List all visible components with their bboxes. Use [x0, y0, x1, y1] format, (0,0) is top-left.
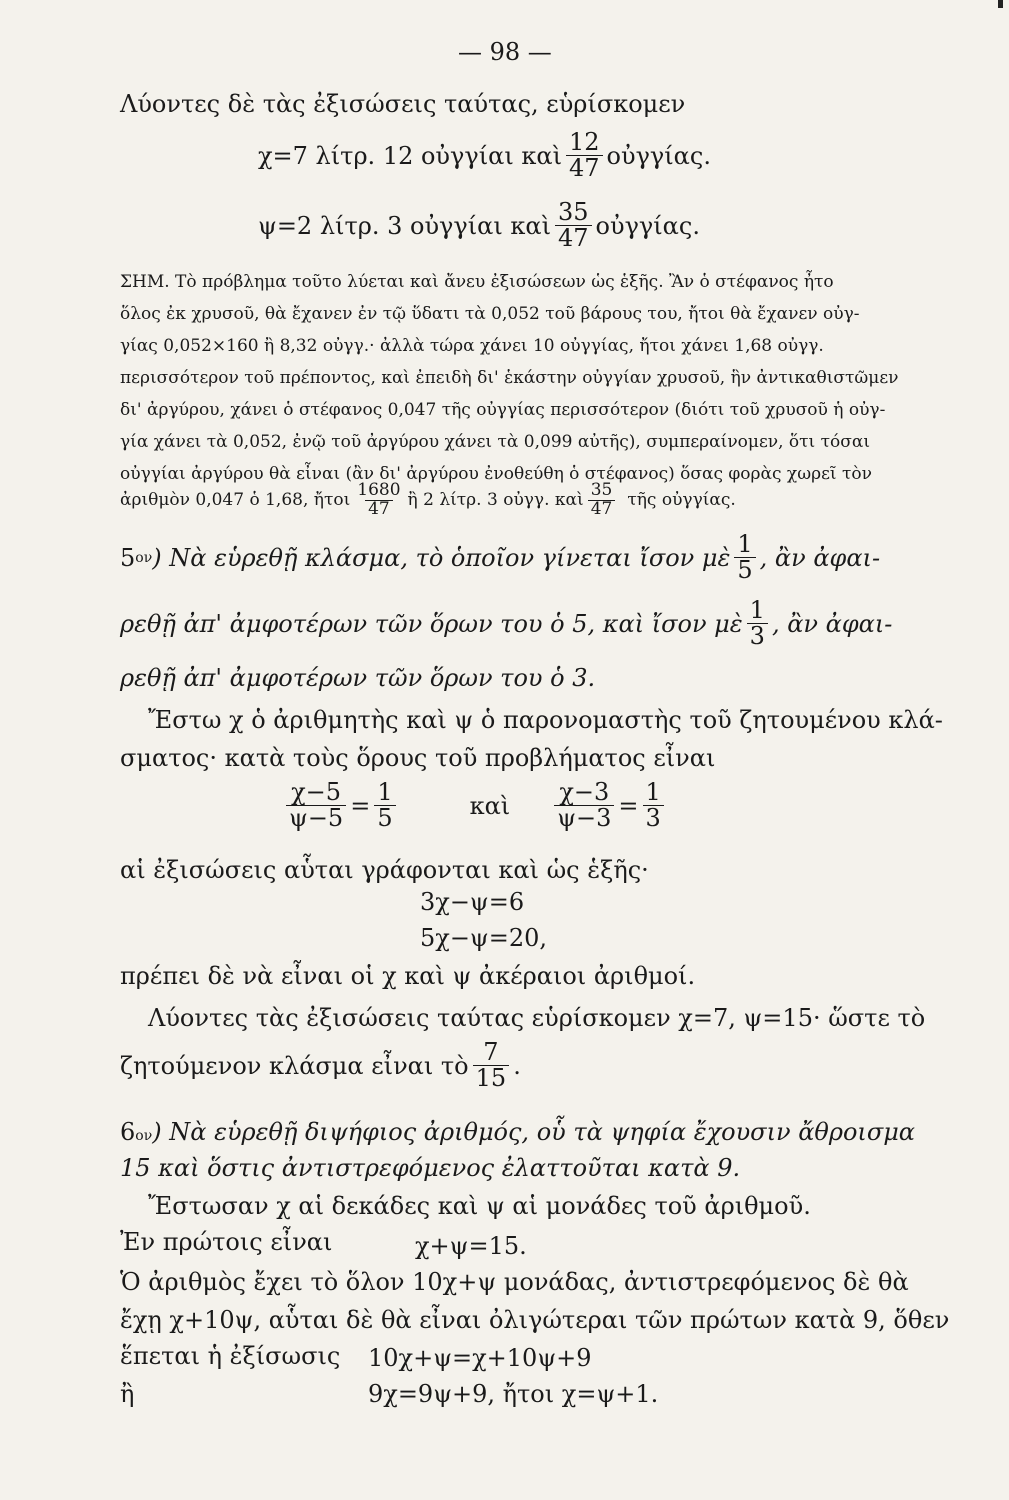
equation-2-rhs [643, 780, 664, 831]
equals-sign: = [618, 791, 639, 820]
problem-6-equation: 10χ+ψ=χ+10ψ+9 [368, 1344, 592, 1372]
problem-5-result-fraction [473, 1040, 510, 1091]
note-line-8-end: τῆς οὐγγίας. [627, 490, 736, 511]
note-line-2: ὅλος ἐκ χρυσοῦ, θὰ ἔχανεν ἐν τῷ ὕδατι τὰ 0,052 τοῦ βάρους του, ἤτοι θὰ ἔχανεν οὐγ- [120, 304, 860, 324]
problem-5-equations [282, 780, 668, 831]
problem-5-line-3: ρεθῇ ἀπ' ἀμφοτέρων τῶν ὅρων του ὁ 3. [120, 664, 596, 692]
problem-6-line-4a: Ἐν πρώτοις εἶναι [120, 1228, 333, 1256]
equation-3: 3χ−ψ=6 [420, 888, 525, 916]
and-word: καὶ [469, 791, 511, 820]
intro-line: Λύοντες δὲ τὰς ἐξισώσεις ταύτας, εὑρίσκομεν [120, 90, 686, 118]
fraction-numerator: 35 [590, 480, 613, 500]
problem-5-line-8: Λύοντες τὰς ἐξισώσεις ταύτας εὑρίσκομεν χ=7, ψ=15· ὥστε τὸ [148, 1004, 926, 1032]
equals-sign: = [350, 791, 371, 820]
fraction-denominator: 47 [566, 155, 603, 181]
fraction-denominator: 15 [473, 1065, 510, 1091]
fraction-numerator: 1 [749, 596, 765, 624]
fraction-numerator: 1 [377, 778, 393, 806]
note-line-5: δι' ἀργύρου, χάνει ὁ στέφανος 0,047 τῆς οὐγγίας περισσότερον (διότι τοῦ χρυσοῦ ἡ οὐγ- [120, 400, 886, 420]
equation-2-lhs [554, 780, 614, 831]
problem-5-text-d: , ἂν ἀφαι- [771, 609, 893, 638]
equation-1-lhs [286, 780, 346, 831]
fraction-numerator: χ−5 [291, 778, 342, 806]
fraction-numerator: χ−3 [559, 778, 610, 806]
problem-5-line-9 [120, 1040, 521, 1091]
note-line-4: περισσότερον τοῦ πρέποντος, καὶ ἐπειδὴ δι' ἑκάστην οὐγγίαν χρυσοῦ, ἣν ἀντικαθιστῶμεν [120, 368, 899, 388]
fraction-numerator: 35 [558, 198, 589, 226]
equation-1-rhs [374, 780, 395, 831]
problem-6-number: 6 [120, 1118, 136, 1146]
problem-6-or: ἢ [120, 1380, 135, 1408]
problem-5-fraction-1-5 [734, 532, 755, 583]
note-line-8 [120, 482, 736, 519]
fraction-denominator: ψ−5 [286, 805, 346, 831]
note-fraction-35-47 [588, 482, 616, 519]
solution-y [258, 200, 700, 251]
problem-6-ordinal: ον [135, 1128, 153, 1144]
note-line-8-start: ἀριθμὸν 0,047 ὁ 1,68, ἤτοι [120, 490, 351, 511]
problem-5-text-c: ρεθῇ ἀπ' ἀμφοτέρων τῶν ὅρων του ὁ 5, καὶ ἴσον μὲ [120, 609, 743, 638]
fraction-numerator: 1 [737, 530, 753, 558]
fraction-numerator: 7 [483, 1038, 499, 1066]
fraction-denominator: 5 [734, 557, 755, 583]
problem-6-line-6: ἔχῃ χ+10ψ, αὗται δὲ θὰ εἶναι ὀλιγώτεραι τῶν πρώτων κατὰ 9, ὅθεν [120, 1306, 950, 1334]
solution-y-text: ψ=2 λίτρ. 3 οὐγγίαι καὶ [258, 211, 551, 240]
problem-5-result-text: ζητούμενον κλάσμα εἶναι τὸ [120, 1051, 469, 1080]
solution-x-unit: οὐγγίας. [606, 141, 711, 170]
note-line-6: γία χάνει τὰ 0,052, ἐνῷ τοῦ ἀργύρου χάνει τὰ 0,099 αὐτῆς), συμπεραίνομεν, ὅτι τόσαι [120, 432, 870, 452]
page-number: — 98 — [458, 38, 552, 66]
problem-6-equation-sum: χ+ψ=15. [415, 1232, 527, 1260]
problem-5-text-b: , ἂν ἀφαι- [759, 543, 881, 572]
problem-5-line-1 [120, 532, 880, 583]
problem-6-line-2: 15 καὶ ὅστις ἀντιστρεφόμενος ἐλαττοῦται κατὰ 9. [120, 1154, 741, 1182]
note-line-7: οὐγγίαι ἀργύρου θὰ εἶναι (ἂν δι' ἀργύρου ἐνοθεύθη ὁ στέφανος) ὅσας φορὰς χωρεῖ τὸν [120, 464, 872, 484]
problem-6-text-a: ) Νὰ εὑρεθῇ διψήφιος ἀριθμός, οὗ τὰ ψηφία ἔχουσιν ἄθροισμα [152, 1118, 916, 1146]
edge-mark [998, 0, 1003, 8]
problem-5-line-2 [120, 598, 892, 649]
problem-5-line-6: αἱ ἐξισώσεις αὗται γράφονται καὶ ὡς ἑξῆς· [120, 856, 649, 884]
note-fraction-1680-47 [354, 482, 403, 519]
solution-x-text: χ=7 λίτρ. 12 οὐγγίαι καὶ [258, 141, 562, 170]
fraction-denominator: ψ−3 [554, 805, 614, 831]
fraction-denominator: 3 [643, 805, 664, 831]
fraction-denominator: 47 [365, 500, 393, 519]
fraction-denominator: 3 [747, 623, 768, 649]
note-line-3: γίας 0,052×160 ἢ 8,32 οὐγγ.· ἀλλὰ τώρα χάνει 10 οὐγγίας, ἤτοι χάνει 1,68 οὐγγ. [120, 336, 824, 356]
problem-6-result: 9χ=9ψ+9, ἤτοι χ=ψ+1. [368, 1380, 659, 1408]
fraction-denominator: 47 [588, 500, 616, 519]
equation-4: 5χ−ψ=20, [420, 924, 548, 952]
fraction-numerator: 1 [645, 778, 661, 806]
problem-5-ordinal: ον [135, 549, 153, 566]
note-line-1: ΣΗΜ. Τὸ πρόβλημα τοῦτο λύεται καὶ ἄνευ ἐξισώσεων ὡς ἑξῆς. Ἂν ὁ στέφανος ἦτο [120, 272, 834, 292]
note-line-8-middle: ἢ 2 λίτρ. 3 οὐγγ. καὶ [407, 490, 584, 511]
problem-5-line-5: σματος· κατὰ τοὺς ὅρους τοῦ προβλήματος εἶναι [120, 744, 716, 772]
problem-5-fraction-1-3 [747, 598, 768, 649]
fraction-numerator: 1680 [357, 480, 401, 500]
solution-y-fraction [555, 200, 592, 251]
solution-y-unit: οὐγγίας. [595, 211, 700, 240]
problem-5-line-7: πρέπει δὲ νὰ εἶναι οἱ χ καὶ ψ ἀκέραιοι ἀριθμοί. [120, 962, 696, 990]
solution-x-fraction [566, 130, 603, 181]
problem-6-line-1 [120, 1118, 915, 1146]
solution-x [258, 130, 711, 181]
problem-6-line-5: Ὁ ἀριθμὸς ἔχει τὸ ὅλον 10χ+ψ μονάδας, ἀντιστρεφόμενος δὲ θὰ [120, 1268, 909, 1296]
problem-5-text-a: ) Νὰ εὑρεθῇ κλάσμα, τὸ ὁποῖον γίνεται ἴσον μὲ [152, 543, 731, 572]
problem-6-line-7a: ἕπεται ἡ ἐξίσωσις [120, 1342, 341, 1370]
fraction-numerator: 12 [568, 128, 600, 156]
problem-5-line-4: Ἔστω χ ὁ ἀριθμητὴς καὶ ψ ὁ παρονομαστὴς τοῦ ζητουμένου κλά- [148, 706, 943, 734]
problem-5-result-period: . [513, 1051, 521, 1080]
problem-5-number: 5 [120, 543, 136, 572]
problem-6-line-3: Ἔστωσαν χ αἱ δεκάδες καὶ ψ αἱ μονάδες τοῦ ἀριθμοῦ. [148, 1192, 811, 1220]
fraction-denominator: 5 [374, 805, 395, 831]
fraction-denominator: 47 [555, 225, 592, 251]
